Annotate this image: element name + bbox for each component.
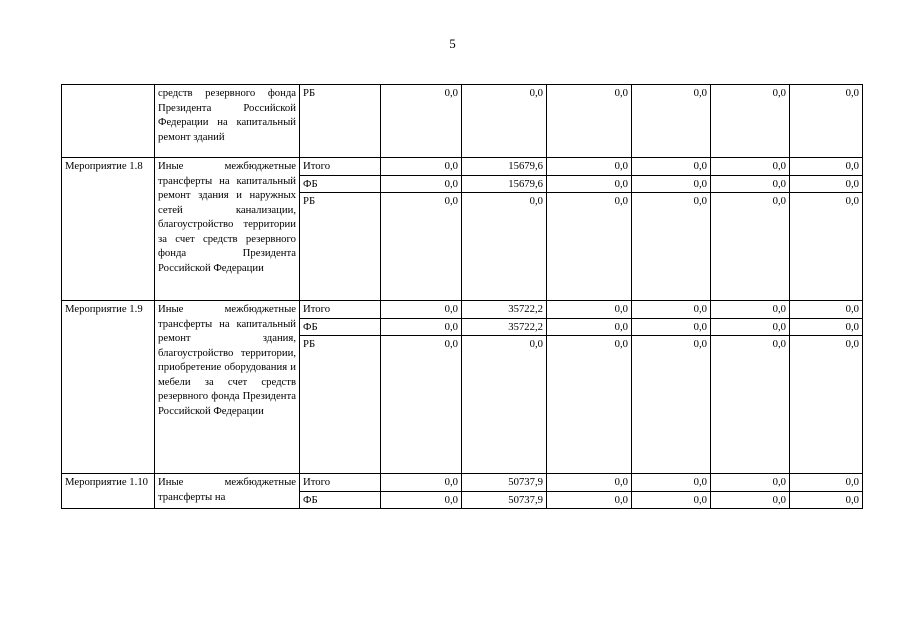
value-cell: 0,0 xyxy=(711,336,790,474)
value-cell: 0,0 xyxy=(632,318,711,336)
source-cell: Итого xyxy=(300,301,381,319)
value-cell: 0,0 xyxy=(632,474,711,492)
value-cell: 15679,6 xyxy=(462,158,547,176)
value-cell: 0,0 xyxy=(632,85,711,158)
event-cell: Мероприятие 1.10 xyxy=(62,474,155,509)
page-number: 5 xyxy=(449,36,456,51)
budget-table xyxy=(61,84,863,509)
event-cell xyxy=(62,85,155,158)
source-cell: РБ xyxy=(300,193,381,301)
source-cell: Итого xyxy=(300,158,381,176)
value-cell: 0,0 xyxy=(790,175,863,193)
source-cell: РБ xyxy=(300,85,381,158)
description-cell: Иные межбюджетные трансферты на капитальный ремонт здания, благоустройство территории, приобретение оборудования и мебели за счет средств резервного фонда Президента Российской Федерации xyxy=(155,301,300,474)
source-cell: ФБ xyxy=(300,318,381,336)
value-cell: 0,0 xyxy=(711,193,790,301)
value-cell: 50737,9 xyxy=(462,491,547,509)
value-cell: 0,0 xyxy=(790,193,863,301)
value-cell: 0,0 xyxy=(632,175,711,193)
value-cell: 0,0 xyxy=(711,491,790,509)
value-cell: 0,0 xyxy=(381,175,462,193)
value-cell: 0,0 xyxy=(547,193,632,301)
table-row xyxy=(62,301,863,319)
event-cell: Мероприятие 1.9 xyxy=(62,301,155,474)
value-cell: 0,0 xyxy=(711,301,790,319)
value-cell: 0,0 xyxy=(547,318,632,336)
value-cell: 0,0 xyxy=(790,474,863,492)
value-cell: 0,0 xyxy=(547,175,632,193)
value-cell: 0,0 xyxy=(547,85,632,158)
value-cell: 0,0 xyxy=(790,336,863,474)
event-cell: Мероприятие 1.8 xyxy=(62,158,155,301)
value-cell: 0,0 xyxy=(790,85,863,158)
value-cell: 0,0 xyxy=(711,474,790,492)
value-cell: 0,0 xyxy=(462,336,547,474)
value-cell: 0,0 xyxy=(547,474,632,492)
value-cell: 0,0 xyxy=(381,336,462,474)
source-cell: ФБ xyxy=(300,175,381,193)
value-cell: 35722,2 xyxy=(462,301,547,319)
value-cell: 0,0 xyxy=(381,85,462,158)
value-cell: 35722,2 xyxy=(462,318,547,336)
source-cell: Итого xyxy=(300,474,381,492)
value-cell: 0,0 xyxy=(381,318,462,336)
value-cell: 0,0 xyxy=(632,491,711,509)
value-cell: 0,0 xyxy=(632,336,711,474)
value-cell: 15679,6 xyxy=(462,175,547,193)
value-cell: 0,0 xyxy=(381,193,462,301)
value-cell: 50737,9 xyxy=(462,474,547,492)
table-row xyxy=(62,474,863,492)
value-cell: 0,0 xyxy=(381,158,462,176)
source-cell: РБ xyxy=(300,336,381,474)
table-row xyxy=(62,158,863,176)
value-cell: 0,0 xyxy=(462,193,547,301)
value-cell: 0,0 xyxy=(790,318,863,336)
source-cell: ФБ xyxy=(300,491,381,509)
value-cell: 0,0 xyxy=(547,158,632,176)
value-cell: 0,0 xyxy=(632,301,711,319)
value-cell: 0,0 xyxy=(381,474,462,492)
value-cell: 0,0 xyxy=(381,491,462,509)
value-cell: 0,0 xyxy=(711,85,790,158)
value-cell: 0,0 xyxy=(711,318,790,336)
table-row xyxy=(62,85,863,158)
value-cell: 0,0 xyxy=(711,158,790,176)
value-cell: 0,0 xyxy=(632,158,711,176)
description-cell: Иные межбюджетные трансферты на xyxy=(155,474,300,509)
value-cell: 0,0 xyxy=(711,175,790,193)
value-cell: 0,0 xyxy=(547,336,632,474)
value-cell: 0,0 xyxy=(462,85,547,158)
description-cell: средств резервного фонда Президента Российской Федерации на капитальный ремонт зданий xyxy=(155,85,300,158)
value-cell: 0,0 xyxy=(790,301,863,319)
value-cell: 0,0 xyxy=(547,301,632,319)
value-cell: 0,0 xyxy=(381,301,462,319)
value-cell: 0,0 xyxy=(790,491,863,509)
value-cell: 0,0 xyxy=(547,491,632,509)
description-cell: Иные межбюджетные трансферты на капитальный ремонт здания и наружных сетей канализации, благоустройство территории за счет средств резервного фонда Президента Российской Федерации xyxy=(155,158,300,301)
value-cell: 0,0 xyxy=(632,193,711,301)
value-cell: 0,0 xyxy=(790,158,863,176)
